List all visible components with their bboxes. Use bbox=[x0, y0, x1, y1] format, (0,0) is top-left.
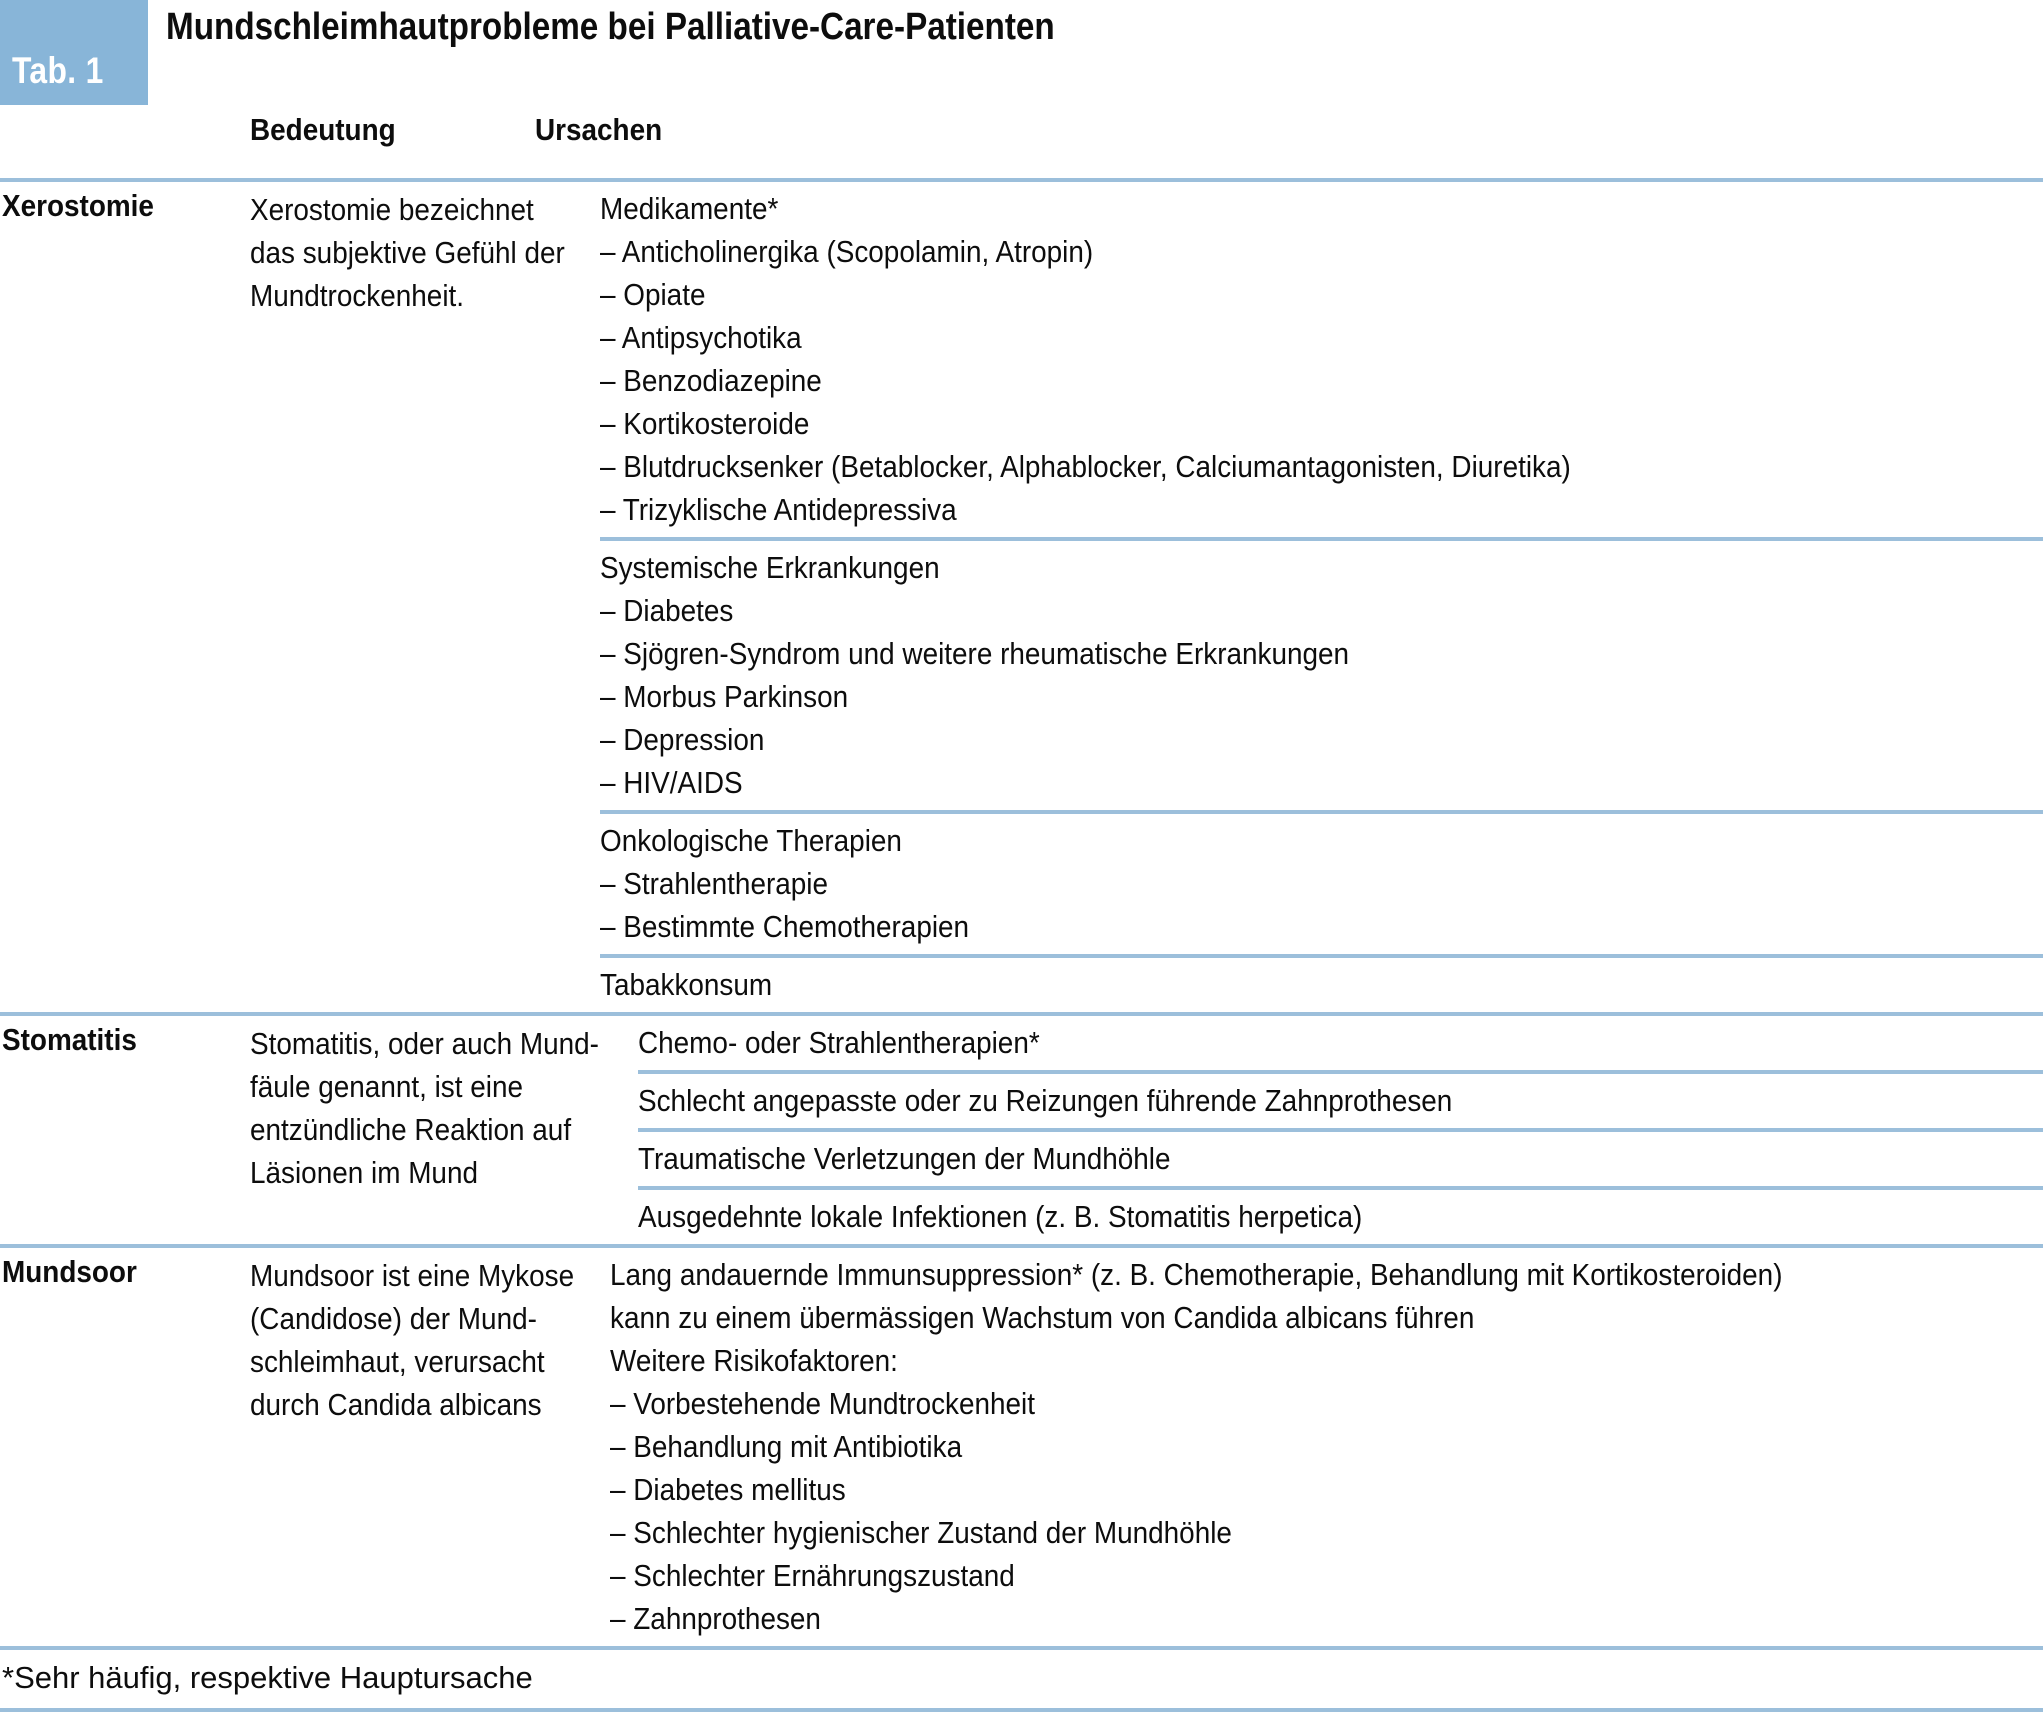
row-meaning-text bbox=[250, 1254, 610, 1426]
row-term-cell bbox=[0, 1016, 248, 1058]
meaning-line: Mundsoor ist eine Mykose bbox=[250, 1258, 575, 1293]
cause-block bbox=[600, 810, 2043, 954]
row-meaning-text bbox=[250, 1022, 637, 1194]
header-cell-causes bbox=[535, 112, 2043, 148]
footnote-row bbox=[0, 1650, 2043, 1708]
cause-heading: Medikamente* bbox=[599, 191, 779, 226]
cause-block bbox=[638, 1016, 2043, 1070]
cause-item: – Trizyklische Antidepressiva bbox=[599, 492, 957, 527]
row-causes-cell bbox=[638, 1016, 2043, 1244]
cause-block bbox=[638, 1070, 2043, 1128]
cause-block bbox=[600, 182, 2043, 537]
table-row bbox=[0, 1016, 2043, 1244]
header-cell-meaning bbox=[248, 112, 535, 148]
cause-block bbox=[600, 954, 2043, 1012]
row-meaning-cell bbox=[248, 1016, 638, 1194]
cause-item: – Benzodiazepine bbox=[599, 363, 822, 398]
header-causes-label: Ursachen bbox=[535, 112, 663, 147]
row-meaning-cell bbox=[248, 1248, 610, 1426]
table-row bbox=[0, 182, 2043, 1012]
cause-block bbox=[638, 1128, 2043, 1186]
cause-item: Weitere Risikofaktoren: bbox=[610, 1343, 899, 1378]
meaning-line: Xerostomie bezeichnet bbox=[250, 192, 534, 227]
meaning-line: fäule genannt, ist eine bbox=[250, 1069, 524, 1104]
row-meaning-text bbox=[250, 188, 599, 317]
row-term-cell bbox=[0, 182, 248, 224]
table-body bbox=[0, 182, 2043, 1646]
row-causes-cell bbox=[610, 1248, 2043, 1646]
footnote-text: *Sehr häufig, respektive Hauptursache bbox=[2, 1660, 533, 1695]
meaning-line: (Candidose) der Mund- bbox=[250, 1301, 537, 1336]
row-term-label: Stomatitis bbox=[2, 1022, 137, 1057]
meaning-line: Mundtrockenheit. bbox=[250, 278, 465, 313]
meaning-line: entzündliche Reaktion auf bbox=[250, 1112, 572, 1147]
cause-item: – Blutdrucksenker (Betablocker, Alphablocker, Calciumantagonisten, Diuretika) bbox=[599, 449, 1571, 484]
cause-item: – Depression bbox=[599, 722, 765, 757]
cause-item: – Diabetes bbox=[599, 593, 734, 628]
cause-heading: Tabakkonsum bbox=[599, 967, 772, 1002]
cause-heading: Systemische Erkrankungen bbox=[599, 550, 940, 585]
cause-heading: Onkologische Therapien bbox=[599, 823, 902, 858]
cause-item: kann zu einem übermässigen Wachstum von Candida albicans führen bbox=[610, 1300, 1475, 1335]
meaning-line: Stomatitis, oder auch Mund- bbox=[250, 1026, 599, 1061]
cause-heading: Traumatische Verletzungen der Mundhöhle bbox=[637, 1141, 1171, 1176]
table-number-label: Tab. 1 bbox=[12, 50, 104, 91]
row-term-cell bbox=[0, 1248, 248, 1290]
figure-header bbox=[0, 0, 2043, 105]
cause-heading: Chemo- oder Strahlentherapien* bbox=[637, 1025, 1040, 1060]
row-causes-cell bbox=[600, 182, 2043, 1012]
cause-heading: Schlecht angepasste oder zu Reizungen führende Zahnprothesen bbox=[637, 1083, 1453, 1118]
row-term-label: Xerostomie bbox=[2, 188, 154, 223]
cause-item: – Kortikosteroide bbox=[599, 406, 810, 441]
cause-block bbox=[610, 1248, 2043, 1646]
meaning-line: das subjektive Gefühl der bbox=[250, 235, 565, 270]
meaning-line: Läsionen im Mund bbox=[250, 1155, 478, 1190]
cause-item: – Behandlung mit Antibiotika bbox=[610, 1429, 963, 1464]
cause-item: – Opiate bbox=[599, 277, 706, 312]
cause-item: – Vorbestehende Mundtrockenheit bbox=[610, 1386, 1036, 1421]
cause-item: – Sjögren-Syndrom und weitere rheumatische Erkrankungen bbox=[599, 636, 1349, 671]
cause-heading: Lang andauernde Immunsuppression* (z. B. Chemotherapie, Behandlung mit Kortikosteroiden) bbox=[610, 1257, 1783, 1292]
cause-heading: Ausgedehnte lokale Infektionen (z. B. Stomatitis herpetica) bbox=[637, 1199, 1362, 1234]
table-row bbox=[0, 1248, 2043, 1646]
cause-item: – Morbus Parkinson bbox=[599, 679, 848, 714]
meaning-line: schleimhaut, verursacht bbox=[250, 1344, 545, 1379]
figure-title-container bbox=[148, 0, 2043, 105]
row-meaning-cell bbox=[248, 182, 600, 317]
cause-item: – Diabetes mellitus bbox=[610, 1472, 846, 1507]
row-term-label: Mundsoor bbox=[2, 1254, 137, 1289]
cause-block bbox=[600, 537, 2043, 810]
table-number-badge bbox=[0, 0, 148, 105]
cause-block bbox=[638, 1186, 2043, 1244]
header-meaning-label: Bedeutung bbox=[250, 112, 396, 147]
cause-item: – Anticholinergika (Scopolamin, Atropin) bbox=[599, 234, 1093, 269]
meaning-line: durch Candida albicans bbox=[250, 1387, 542, 1422]
cause-item: – Schlechter Ernährungszustand bbox=[610, 1558, 1015, 1593]
cause-item: – Schlechter hygienischer Zustand der Mundhöhle bbox=[610, 1515, 1233, 1550]
figure-title: Mundschleimhautprobleme bei Palliative-Care-Patienten bbox=[166, 6, 1055, 48]
cause-item: – HIV/AIDS bbox=[599, 765, 743, 800]
table-header-row bbox=[0, 105, 2043, 178]
cause-item: – Antipsychotika bbox=[599, 320, 802, 355]
cause-item: – Zahnprothesen bbox=[610, 1601, 822, 1636]
footnote-divider-bottom bbox=[0, 1708, 2043, 1712]
cause-item: – Strahlentherapie bbox=[599, 866, 828, 901]
cause-item: – Bestimmte Chemotherapien bbox=[599, 909, 969, 944]
